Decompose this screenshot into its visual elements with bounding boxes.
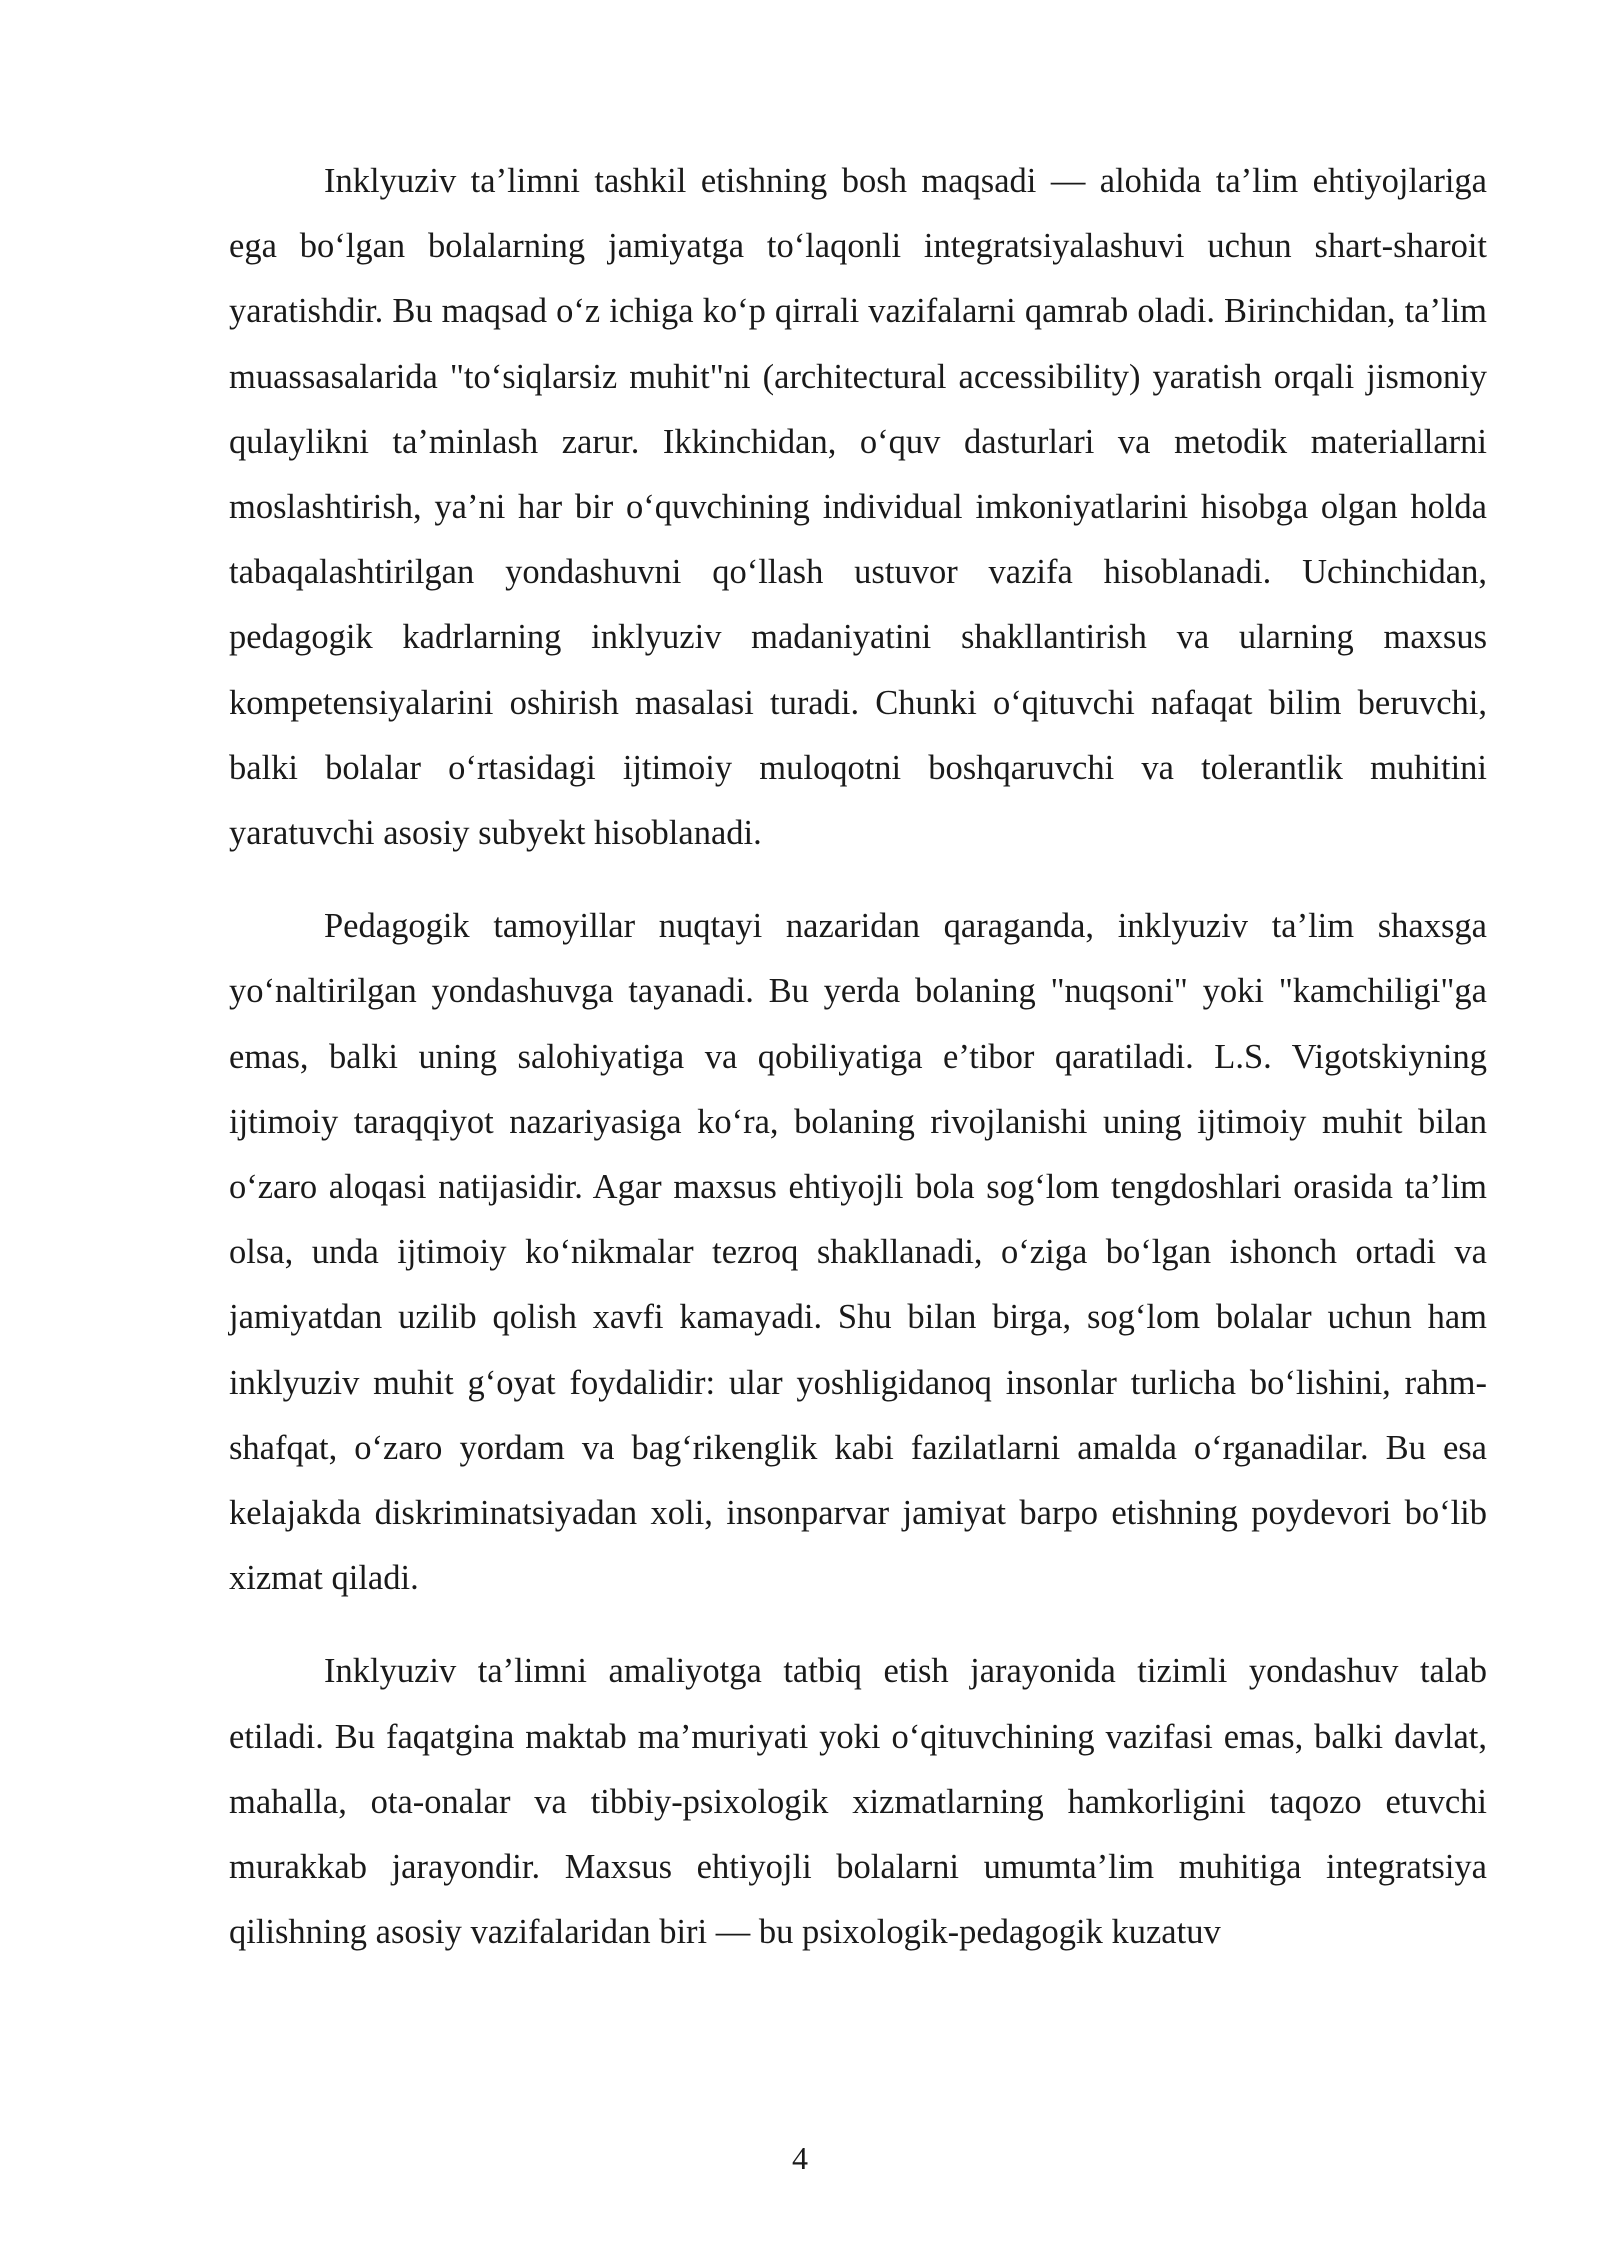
body-text xyxy=(229,149,1487,1993)
page-number: 4 xyxy=(792,2140,808,2176)
paragraph-1: Inklyuziv ta’limni tashkil etishning bosh maqsadi — alohida ta’lim ehtiyojlariga ega bo‘lgan bolalarning jamiyatga to‘laqonli integratsiyalashuvi uchun shart-sharoit yaratishdir. Bu maqsad o‘z ichiga ko‘p qirrali vazifalarni qamrab oladi. Birinchidan, ta’lim muassasalarida "to‘siqlarsiz muhit"ni (architectural accessibility) yaratish orqali jismoniy qulaylikni ta’minlash zarur. Ikkinchidan, o‘quv dasturlari va metodik materiallarni moslashtirish, ya’ni har bir o‘quvchining individual imkoniyatlarini hisobga olgan holda tabaqalashtirilgan yondashuvni qo‘llash ustuvor vazifa hisoblanadi. Uchinchidan, pedagogik kadrlarning inklyuziv madaniyatini shakllantirish va ularning maxsus kompetensiyalarini oshirish masalasi turadi. Chunki o‘qituvchi nafaqat bilim beruvchi, balki bolalar o‘rtasidagi ijtimoiy muloqotni boshqaruvchi va tolerantlik muhitini yaratuvchi asosiy subyekt hisoblanadi. xyxy=(229,162,1487,853)
paragraph-3: Inklyuziv ta’limni amaliyotga tatbiq etish jarayonida tizimli yondashuv talab etiladi. Bu faqatgina maktab ma’muriyati yoki o‘qituvchining vazifasi emas, balki davlat, mahalla, ota-onalar va tibbiy-psixologik xizmatlarning hamkorligini taqozo etuvchi murakkab jarayondir. Maxsus ehtiyojli bolalarni umumta’lim muhitiga integratsiya qilishning asosiy vazifalaridan biri — bu psixologik-pedagogik kuzatuv xyxy=(229,1652,1487,1952)
paragraph-2: Pedagogik tamoyillar nuqtayi nazaridan qaraganda, inklyuziv ta’lim shaxsga yo‘naltirilgan yondashuvga tayanadi. Bu yerda bolaning "nuqsoni" yoki "kamchiligi"ga emas, balki uning salohiyatiga va qobiliyatiga e’tibor qaratiladi. L.S. Vigotskiyning ijtimoiy taraqqiyot nazariyasiga ko‘ra, bolaning rivojlanishi uning ijtimoiy muhit bilan o‘zaro aloqasi natijasidir. Agar maxsus ehtiyojli bola sog‘lom tengdoshlari orasida ta’lim olsa, unda ijtimoiy ko‘nikmalar tezroq shakllanadi, o‘ziga bo‘lgan ishonch ortadi va jamiyatdan uzilib qolish xavfi kamayadi. Shu bilan birga, sog‘lom bolalar uchun ham inklyuziv muhit g‘oyat foydalidir: ular yoshligidanoq insonlar turlicha bo‘lishini, rahm-shafqat, o‘zaro yordam va bag‘rikenglik kabi fazilatlarni amalda o‘rganadilar. Bu esa kelajakda diskriminatsiyadan xoli, insonparvar jamiyat barpo etishning poydevori bo‘lib xizmat qiladi. xyxy=(229,907,1487,1598)
